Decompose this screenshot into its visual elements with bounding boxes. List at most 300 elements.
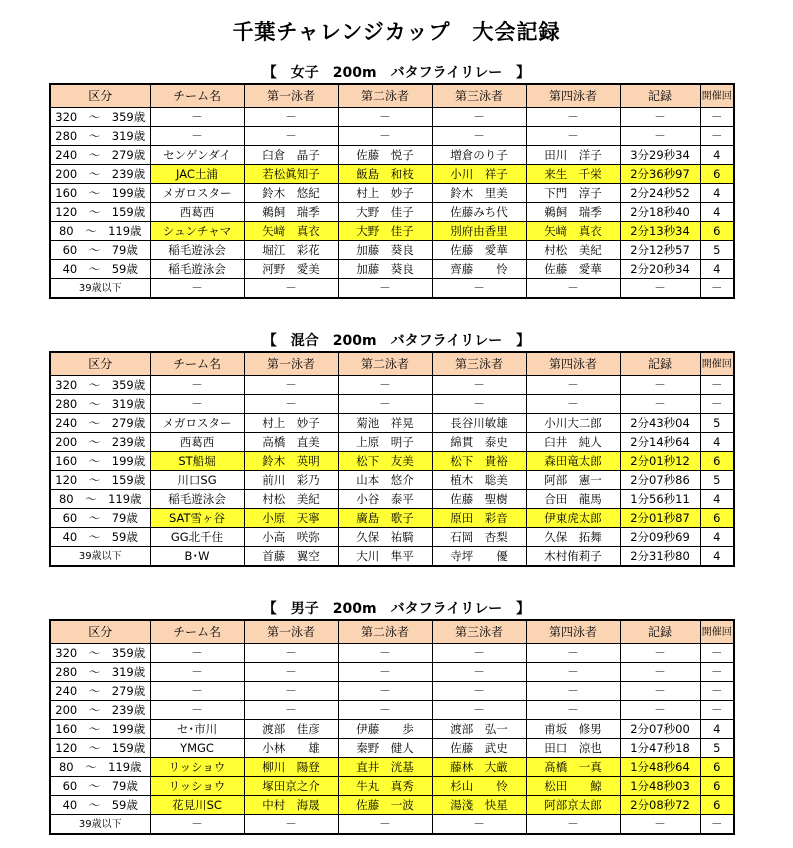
edition-number: －	[700, 815, 734, 835]
record-time: －	[620, 815, 700, 835]
record-time: 2分01秒87	[620, 509, 700, 528]
swimmer-3: －	[432, 644, 526, 663]
team-name: JAC土浦	[150, 165, 244, 184]
swimmer-4: 久保 拓舞	[526, 528, 620, 547]
team-name: ST船堀	[150, 452, 244, 471]
edition-number: －	[700, 127, 734, 146]
age-division: 40 ～ 59歳	[50, 260, 150, 279]
record-time: 2分18秒40	[620, 203, 700, 222]
swimmer-1: －	[244, 108, 338, 127]
table-row	[50, 739, 734, 758]
table-row	[50, 777, 734, 796]
swimmer-4: 甫坂 修男	[526, 720, 620, 739]
swimmer-4: －	[526, 108, 620, 127]
swimmer-2: 山本 悠介	[338, 471, 432, 490]
column-header: 区分	[50, 84, 150, 108]
swimmer-1: 鈴木 英明	[244, 452, 338, 471]
column-header: 区分	[50, 620, 150, 644]
edition-number: －	[700, 395, 734, 414]
table-row	[50, 222, 734, 241]
record-time: －	[620, 663, 700, 682]
record-time: 2分20秒34	[620, 260, 700, 279]
column-header: 開催回	[700, 352, 734, 376]
column-header: 記録	[620, 620, 700, 644]
team-name: シュンチャマ	[150, 222, 244, 241]
swimmer-2: －	[338, 279, 432, 299]
swimmer-1: 渡部 佳彦	[244, 720, 338, 739]
swimmer-3: 原田 彩音	[432, 509, 526, 528]
column-header: 第三泳者	[432, 352, 526, 376]
edition-number: 5	[700, 241, 734, 260]
edition-number: 4	[700, 433, 734, 452]
team-name: －	[150, 663, 244, 682]
team-name: －	[150, 815, 244, 835]
swimmer-3: 佐藤 武史	[432, 739, 526, 758]
table-row	[50, 663, 734, 682]
swimmer-2: 村上 妙子	[338, 184, 432, 203]
swimmer-1: 柳川 陽登	[244, 758, 338, 777]
swimmer-2: 伊藤 歩	[338, 720, 432, 739]
record-time: 1分48秒03	[620, 777, 700, 796]
age-division: 240 ～ 279歳	[50, 682, 150, 701]
record-time: 2分43秒04	[620, 414, 700, 433]
age-division: 120 ～ 159歳	[50, 203, 150, 222]
records-table-mixed	[49, 351, 735, 567]
swimmer-3: －	[432, 663, 526, 682]
section-title-men: 【 男子 200m バタフライリレー 】	[262, 601, 531, 617]
page-title: 千葉チャレンジカップ 大会記録	[232, 20, 561, 44]
table-row	[50, 758, 734, 777]
records-table-women	[49, 83, 735, 299]
age-division: 280 ～ 319歳	[50, 663, 150, 682]
header-row	[50, 84, 734, 108]
age-division: 200 ～ 239歳	[50, 433, 150, 452]
record-time: 2分14秒64	[620, 433, 700, 452]
swimmer-4: 木村侑莉子	[526, 547, 620, 567]
swimmer-4: －	[526, 127, 620, 146]
header-row	[50, 620, 734, 644]
swimmer-3: 鈴木 里美	[432, 184, 526, 203]
column-header: 第四泳者	[526, 84, 620, 108]
age-division: 160 ～ 199歳	[50, 452, 150, 471]
swimmer-3: －	[432, 395, 526, 414]
column-header: 第三泳者	[432, 620, 526, 644]
swimmer-1: －	[244, 663, 338, 682]
swimmer-3: 別府由香里	[432, 222, 526, 241]
team-name: B･W	[150, 547, 244, 567]
swimmer-2: －	[338, 108, 432, 127]
age-division: 80 ～ 119歳	[50, 222, 150, 241]
table-row	[50, 528, 734, 547]
swimmer-3: 齊藤 怜	[432, 260, 526, 279]
swimmer-3: 藤林 大厳	[432, 758, 526, 777]
record-time: 2分13秒34	[620, 222, 700, 241]
age-division: 80 ～ 119歳	[50, 490, 150, 509]
swimmer-4: －	[526, 663, 620, 682]
team-name: 稲毛遊泳会	[150, 241, 244, 260]
swimmer-1: －	[244, 682, 338, 701]
table-row	[50, 452, 734, 471]
column-header: 第四泳者	[526, 620, 620, 644]
swimmer-2: 小谷 泰平	[338, 490, 432, 509]
section-title-women: 【 女子 200m バタフライリレー 】	[262, 65, 531, 81]
swimmer-3: －	[432, 127, 526, 146]
section-title-mixed: 【 混合 200m バタフライリレー 】	[262, 333, 531, 349]
age-division: 120 ～ 159歳	[50, 739, 150, 758]
edition-number: －	[700, 663, 734, 682]
swimmer-3: 松下 貴裕	[432, 452, 526, 471]
table-row	[50, 720, 734, 739]
swimmer-1: 村上 妙子	[244, 414, 338, 433]
swimmer-4: 阿部 憲一	[526, 471, 620, 490]
age-division: 320 ～ 359歳	[50, 376, 150, 395]
swimmer-3: 寺坪 優	[432, 547, 526, 567]
age-division: 240 ～ 279歳	[50, 146, 150, 165]
record-time: －	[620, 108, 700, 127]
swimmer-3: 佐藤みち代	[432, 203, 526, 222]
age-division: 240 ～ 279歳	[50, 414, 150, 433]
swimmer-4: －	[526, 279, 620, 299]
swimmer-2: 飯島 和枝	[338, 165, 432, 184]
swimmer-2: －	[338, 395, 432, 414]
edition-number: 4	[700, 260, 734, 279]
age-division: 39歳以下	[50, 279, 150, 299]
table-row	[50, 165, 734, 184]
record-time: 2分31秒80	[620, 547, 700, 567]
record-time: －	[620, 644, 700, 663]
age-division: 280 ～ 319歳	[50, 127, 150, 146]
age-division: 200 ～ 239歳	[50, 701, 150, 720]
swimmer-2: －	[338, 701, 432, 720]
record-time: 2分07秒00	[620, 720, 700, 739]
column-header: 記録	[620, 84, 700, 108]
edition-number: 4	[700, 528, 734, 547]
record-time: －	[620, 701, 700, 720]
edition-number: 4	[700, 146, 734, 165]
edition-number: 4	[700, 490, 734, 509]
swimmer-1: －	[244, 127, 338, 146]
table-row	[50, 203, 734, 222]
table-row	[50, 815, 734, 835]
swimmer-2: 佐藤 一波	[338, 796, 432, 815]
swimmer-2: 牛丸 真秀	[338, 777, 432, 796]
swimmer-4: －	[526, 376, 620, 395]
swimmer-2: 廣島 歌子	[338, 509, 432, 528]
swimmer-4: 髙橋 一真	[526, 758, 620, 777]
record-time: 1分56秒11	[620, 490, 700, 509]
swimmer-3: 小川 祥子	[432, 165, 526, 184]
column-header: 記録	[620, 352, 700, 376]
swimmer-1: 小原 天寧	[244, 509, 338, 528]
swimmer-4: －	[526, 682, 620, 701]
team-name: GG北千住	[150, 528, 244, 547]
team-name: 西葛西	[150, 433, 244, 452]
team-name: －	[150, 682, 244, 701]
age-division: 60 ～ 79歳	[50, 777, 150, 796]
team-name: 川口SG	[150, 471, 244, 490]
age-division: 120 ～ 159歳	[50, 471, 150, 490]
swimmer-4: 臼井 純人	[526, 433, 620, 452]
edition-number: 6	[700, 452, 734, 471]
column-header: 開催回	[700, 620, 734, 644]
swimmer-2: 大野 佳子	[338, 222, 432, 241]
swimmer-1: －	[244, 279, 338, 299]
swimmer-2: 上原 明子	[338, 433, 432, 452]
swimmer-4: 矢﨑 真衣	[526, 222, 620, 241]
swimmer-1: 小高 咲弥	[244, 528, 338, 547]
age-division: 40 ～ 59歳	[50, 796, 150, 815]
age-division: 320 ～ 359歳	[50, 644, 150, 663]
swimmer-4: 松田 鯨	[526, 777, 620, 796]
swimmer-3: 杉山 怜	[432, 777, 526, 796]
swimmer-1: 村松 美紀	[244, 490, 338, 509]
swimmer-4: 阿部京太郎	[526, 796, 620, 815]
table-row	[50, 682, 734, 701]
swimmer-2: 久保 祐騎	[338, 528, 432, 547]
swimmer-3: 綿貫 泰史	[432, 433, 526, 452]
swimmer-2: 大野 佳子	[338, 203, 432, 222]
table-row	[50, 376, 734, 395]
edition-number: 6	[700, 165, 734, 184]
edition-number: 6	[700, 796, 734, 815]
table-row	[50, 490, 734, 509]
team-name: SAT雪ヶ谷	[150, 509, 244, 528]
table-row	[50, 471, 734, 490]
column-header: 第二泳者	[338, 84, 432, 108]
team-name: YMGC	[150, 739, 244, 758]
table-row	[50, 279, 734, 299]
swimmer-1: －	[244, 376, 338, 395]
swimmer-4: －	[526, 644, 620, 663]
swimmer-4: 合田 龍馬	[526, 490, 620, 509]
swimmer-1: －	[244, 395, 338, 414]
edition-number: －	[700, 376, 734, 395]
swimmer-4: 田川 洋子	[526, 146, 620, 165]
column-header: 第四泳者	[526, 352, 620, 376]
swimmer-3: 長谷川敏雄	[432, 414, 526, 433]
record-time: 2分24秒52	[620, 184, 700, 203]
team-name: －	[150, 644, 244, 663]
table-row	[50, 414, 734, 433]
table-row	[50, 644, 734, 663]
team-name: －	[150, 279, 244, 299]
column-header: 第二泳者	[338, 352, 432, 376]
edition-number: 5	[700, 739, 734, 758]
swimmer-2: －	[338, 682, 432, 701]
team-name: リッショウ	[150, 777, 244, 796]
swimmer-4: 森田竜太郎	[526, 452, 620, 471]
swimmer-3: 佐藤 聖樹	[432, 490, 526, 509]
swimmer-3: －	[432, 108, 526, 127]
table-row	[50, 127, 734, 146]
header-row	[50, 352, 734, 376]
age-division: 40 ～ 59歳	[50, 528, 150, 547]
edition-number: 4	[700, 547, 734, 567]
swimmer-3: －	[432, 682, 526, 701]
swimmer-1: 鵜飼 瑞季	[244, 203, 338, 222]
swimmer-1: 臼倉 晶子	[244, 146, 338, 165]
swimmer-1: 前川 彩乃	[244, 471, 338, 490]
swimmer-2: 秦野 健人	[338, 739, 432, 758]
column-header: 第二泳者	[338, 620, 432, 644]
swimmer-2: 菊池 祥晃	[338, 414, 432, 433]
edition-number: －	[700, 682, 734, 701]
swimmer-4: 小川大二郎	[526, 414, 620, 433]
swimmer-2: －	[338, 127, 432, 146]
swimmer-4: 佐藤 愛華	[526, 260, 620, 279]
swimmer-4: 村松 美紀	[526, 241, 620, 260]
swimmer-1: 堀江 彩花	[244, 241, 338, 260]
column-header: チーム名	[150, 352, 244, 376]
edition-number: 4	[700, 203, 734, 222]
record-time: 1分48秒64	[620, 758, 700, 777]
age-division: 160 ～ 199歳	[50, 184, 150, 203]
record-time: －	[620, 376, 700, 395]
swimmer-3: －	[432, 701, 526, 720]
edition-number: －	[700, 644, 734, 663]
team-name: 西葛西	[150, 203, 244, 222]
age-division: 39歳以下	[50, 547, 150, 567]
swimmer-1: 若松眞知子	[244, 165, 338, 184]
swimmer-2: －	[338, 815, 432, 835]
record-time: 2分36秒97	[620, 165, 700, 184]
column-header: チーム名	[150, 84, 244, 108]
column-header: 第一泳者	[244, 352, 338, 376]
swimmer-2: －	[338, 644, 432, 663]
age-division: 200 ～ 239歳	[50, 165, 150, 184]
column-header: 第一泳者	[244, 620, 338, 644]
edition-number: 6	[700, 222, 734, 241]
age-division: 60 ～ 79歳	[50, 241, 150, 260]
swimmer-2: 松下 友美	[338, 452, 432, 471]
table-row	[50, 509, 734, 528]
edition-number: 5	[700, 471, 734, 490]
age-division: 320 ～ 359歳	[50, 108, 150, 127]
table-row	[50, 146, 734, 165]
team-name: 稲毛遊泳会	[150, 490, 244, 509]
column-header: 区分	[50, 352, 150, 376]
swimmer-4: 伊東虎太郎	[526, 509, 620, 528]
record-time: 2分01秒12	[620, 452, 700, 471]
swimmer-2: －	[338, 376, 432, 395]
swimmer-3: －	[432, 376, 526, 395]
swimmer-2: 佐藤 悦子	[338, 146, 432, 165]
swimmer-1: 塚田京之介	[244, 777, 338, 796]
edition-number: 6	[700, 777, 734, 796]
swimmer-1: 河野 愛美	[244, 260, 338, 279]
swimmer-3: －	[432, 279, 526, 299]
record-time: －	[620, 127, 700, 146]
swimmer-1: －	[244, 644, 338, 663]
swimmer-3: 植木 聡美	[432, 471, 526, 490]
table-row	[50, 184, 734, 203]
swimmer-1: 高橋 直美	[244, 433, 338, 452]
record-time: 1分47秒18	[620, 739, 700, 758]
swimmer-3: 渡部 弘一	[432, 720, 526, 739]
age-division: 160 ～ 199歳	[50, 720, 150, 739]
age-division: 39歳以下	[50, 815, 150, 835]
swimmer-3: 湯淺 快星	[432, 796, 526, 815]
team-name: －	[150, 701, 244, 720]
team-name: メガロスター	[150, 414, 244, 433]
edition-number: 4	[700, 720, 734, 739]
age-division: 280 ～ 319歳	[50, 395, 150, 414]
swimmer-2: 加藤 葵良	[338, 241, 432, 260]
table-row	[50, 260, 734, 279]
team-name: －	[150, 108, 244, 127]
swimmer-1: 鈴木 悠紀	[244, 184, 338, 203]
swimmer-3: －	[432, 815, 526, 835]
swimmer-4: －	[526, 815, 620, 835]
team-name: センゲンダイ	[150, 146, 244, 165]
swimmer-1: 中村 海晟	[244, 796, 338, 815]
team-name: メガロスター	[150, 184, 244, 203]
swimmer-3: 増倉のり子	[432, 146, 526, 165]
column-header: 第三泳者	[432, 84, 526, 108]
age-division: 60 ～ 79歳	[50, 509, 150, 528]
team-name: －	[150, 376, 244, 395]
table-row	[50, 701, 734, 720]
swimmer-1: －	[244, 815, 338, 835]
swimmer-4: 田口 涼也	[526, 739, 620, 758]
swimmer-4: －	[526, 395, 620, 414]
edition-number: 5	[700, 414, 734, 433]
swimmer-2: 加藤 葵良	[338, 260, 432, 279]
team-name: 花見川SC	[150, 796, 244, 815]
record-time: －	[620, 395, 700, 414]
records-table-men	[49, 619, 735, 835]
swimmer-4: 下門 淳子	[526, 184, 620, 203]
record-time: 2分08秒72	[620, 796, 700, 815]
table-row	[50, 796, 734, 815]
team-name: リッショウ	[150, 758, 244, 777]
swimmer-1: 首藤 翼空	[244, 547, 338, 567]
swimmer-4: －	[526, 701, 620, 720]
record-time: －	[620, 682, 700, 701]
record-time: －	[620, 279, 700, 299]
record-time: 3分29秒34	[620, 146, 700, 165]
swimmer-1: －	[244, 701, 338, 720]
swimmer-2: 直井 洸基	[338, 758, 432, 777]
swimmer-2: －	[338, 663, 432, 682]
swimmer-1: 小林 雄	[244, 739, 338, 758]
edition-number: －	[700, 279, 734, 299]
age-division: 80 ～ 119歳	[50, 758, 150, 777]
team-name: －	[150, 127, 244, 146]
record-time: 2分07秒86	[620, 471, 700, 490]
edition-number: 6	[700, 509, 734, 528]
swimmer-4: 鵜飼 瑞季	[526, 203, 620, 222]
edition-number: －	[700, 701, 734, 720]
swimmer-3: 石岡 杏梨	[432, 528, 526, 547]
table-row	[50, 241, 734, 260]
column-header: 開催回	[700, 84, 734, 108]
team-name: 稲毛遊泳会	[150, 260, 244, 279]
edition-number: －	[700, 108, 734, 127]
edition-number: 6	[700, 758, 734, 777]
swimmer-4: 来生 千栄	[526, 165, 620, 184]
table-row	[50, 547, 734, 567]
record-time: 2分09秒69	[620, 528, 700, 547]
team-name: －	[150, 395, 244, 414]
table-row	[50, 433, 734, 452]
swimmer-1: 矢﨑 真衣	[244, 222, 338, 241]
table-row	[50, 395, 734, 414]
edition-number: 4	[700, 184, 734, 203]
column-header: 第一泳者	[244, 84, 338, 108]
swimmer-3: 佐藤 愛華	[432, 241, 526, 260]
table-row	[50, 108, 734, 127]
